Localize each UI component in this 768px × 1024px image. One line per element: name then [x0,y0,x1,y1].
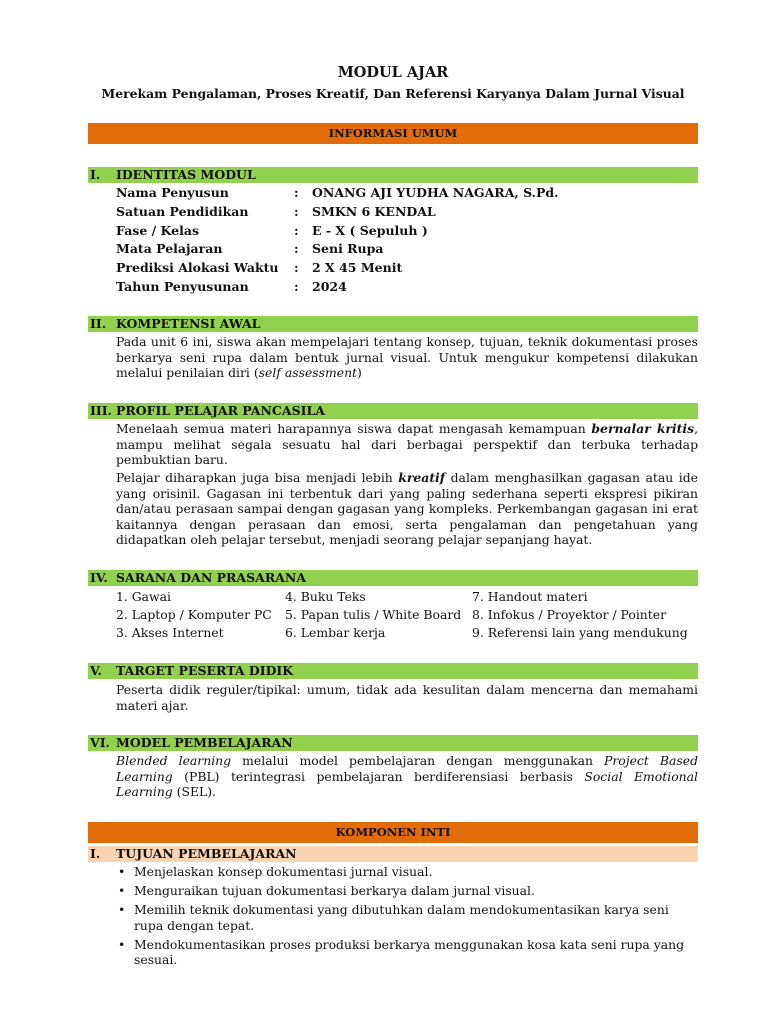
profil-emphasis: bernalar kritis [591,421,695,436]
section-title: SARANA DAN PRASARANA [116,570,307,585]
section-title: MODEL PEMBELAJARAN [116,735,293,750]
identity-value: SMKN 6 KENDAL [312,204,436,219]
target-paragraph: Peserta didik reguler/tipikal: umum, tidak ada kesulitan dalam mencerna dan memahami materi ajar. [116,682,698,713]
identity-row [88,204,698,223]
identity-label: Tahun Penyusunan [116,279,249,294]
kompetensi-paragraph [116,334,698,381]
identity-colon: : [294,241,299,256]
section-sarana-header [88,570,698,586]
model-paragraph [116,753,698,800]
profil-text: , mampu melihat segala sesuatu hal dari berbagai perspektif dan terbuka terhadap pembuktian baru. [116,421,699,467]
list-item [116,883,698,899]
document-title: MODUL AJAR [337,64,449,81]
sarana-row [116,625,698,643]
list-item-text: Memilih teknik dokumentasi yang dibutuhkan dalam mendokumentasikan karya seni rupa dengan tepat. [134,902,669,933]
model-emphasis: Project Based Learning [116,753,698,784]
section-title: TARGET PESERTA DIDIK [116,663,294,678]
informasi-umum-header: INFORMASI UMUM [88,123,698,144]
section-number: VI. [90,735,110,750]
identity-label: Nama Penyusun [116,185,229,200]
identity-colon: : [294,204,299,219]
identity-colon: : [294,260,299,275]
section-profil-header [88,403,698,419]
section-kompetensi-header [88,316,698,332]
sarana-row [116,589,698,607]
section-target-header [88,663,698,679]
identity-colon: : [294,279,299,294]
kompetensi-text-end: ) [357,365,362,380]
section-title: PROFIL PELAJAR PANCASILA [116,403,325,418]
identity-label: Fase / Kelas [116,223,199,238]
bullet-icon: • [118,864,126,879]
list-item-text: Mendokumentasikan proses produksi berkarya menggunakan kosa kata seni rupa yang sesuai. [134,936,685,967]
identity-colon: : [294,223,299,238]
section-number: I. [90,846,101,861]
section-number: IV. [90,570,108,585]
identity-label: Prediksi Alokasi Waktu [116,260,279,275]
kompetensi-emphasis: self assessment [258,365,358,380]
identity-row [88,185,698,204]
identity-value: Seni Rupa [312,241,384,256]
bullet-icon: • [118,883,126,898]
list-item [116,902,698,933]
profil-emphasis: kreatif [398,470,446,485]
list-item [116,937,698,968]
section-number: I. [90,167,101,182]
sarana-row [116,607,698,625]
model-emphasis: Blended learning [116,753,232,768]
section-identitas-header [88,167,698,183]
list-item [116,864,698,880]
sarana-item: 9. Referensi lain yang mendukung [472,625,688,640]
identity-value: ONANG AJI YUDHA NAGARA, S.Pd. [312,185,559,200]
sarana-item: 7. Handout materi [472,589,588,604]
section-title: KOMPETENSI AWAL [116,316,261,331]
section-model-header [88,735,698,751]
bullet-icon: • [118,902,126,917]
model-text: (SEL). [172,784,217,799]
identity-colon: : [294,185,299,200]
identity-row [88,279,698,298]
section-title: IDENTITAS MODUL [116,167,256,182]
model-emphasis: Social Emotional Learning [116,768,698,799]
model-text: (PBL) terintegrasi pembelajaran berdiferensiasi berbasis [172,768,585,784]
sarana-item: 8. Infokus / Proyektor / Pointer [472,607,667,622]
komponen-inti-header: KOMPONEN INTI [88,822,698,843]
list-item-text: Menjelaskan konsep dokumentasi jurnal visual. [134,864,433,879]
section-number: V. [90,663,102,678]
tujuan-list [116,864,698,971]
document-subtitle: Merekam Pengalaman, Proses Kreatif, Dan Referensi Karyanya Dalam Jurnal Visual [101,86,685,101]
identity-row [88,223,698,242]
sarana-item: 5. Papan tulis / White Board [285,607,462,622]
section-tujuan-header [88,846,698,862]
profil-paragraph-1 [116,421,698,468]
sarana-item: 3. Akses Internet [116,625,224,640]
kompetensi-text: Pada unit 6 ini, siswa akan mempelajari tentang konsep, tujuan, teknik dokumentasi proses berkarya seni rupa dalam bentuk jurnal visual. Untuk mengukur kompetensi dilakukan melalui penilaian diri ( [116,334,698,380]
profil-paragraph-2 [116,470,698,548]
sarana-item: 4. Buku Teks [285,589,366,604]
section-number: II. [90,316,107,331]
identity-row [88,241,698,260]
identity-value: E - X ( Sepuluh ) [312,223,428,238]
section-title: TUJUAN PEMBELAJARAN [116,846,297,861]
identity-label: Satuan Pendidikan [116,204,249,219]
identity-value: 2024 [312,279,347,294]
model-text: melalui model pembelajaran dengan menggunakan [231,753,605,768]
list-item-text: Menguraikan tujuan dokumentasi berkarya dalam jurnal visual. [134,883,535,898]
identity-value: 2 X 45 Menit [312,260,403,275]
profil-text: dalam menghasilkan gagasan atau ide yang orisinil. Gagasan ini terbentuk dari yang paling sederhana seperti ekspresi pikiran dan/atau perasaan sampai dengan gagasan yang kompleks. Perkembangan gagasan ini erat kaitannya dengan perasaan dan emosi, serta pengalaman dan pengetahuan yang didapatkan oleh pelajar tersebut, menjadi seorang pelajar sepanjang hayat. [116,470,698,547]
identity-row [88,260,698,279]
identity-label: Mata Pelajaran [116,241,223,256]
sarana-item: 2. Laptop / Komputer PC [116,607,272,622]
section-number: III. [90,403,112,418]
sarana-item: 6. Lembar kerja [285,625,386,640]
profil-text: Pelajar diharapkan juga bisa menjadi lebih [116,470,399,485]
bullet-icon: • [118,936,126,952]
profil-text: Menelaah semua materi harapannya siswa dapat mengasah kemampuan [116,421,592,436]
sarana-item: 1. Gawai [116,589,172,604]
